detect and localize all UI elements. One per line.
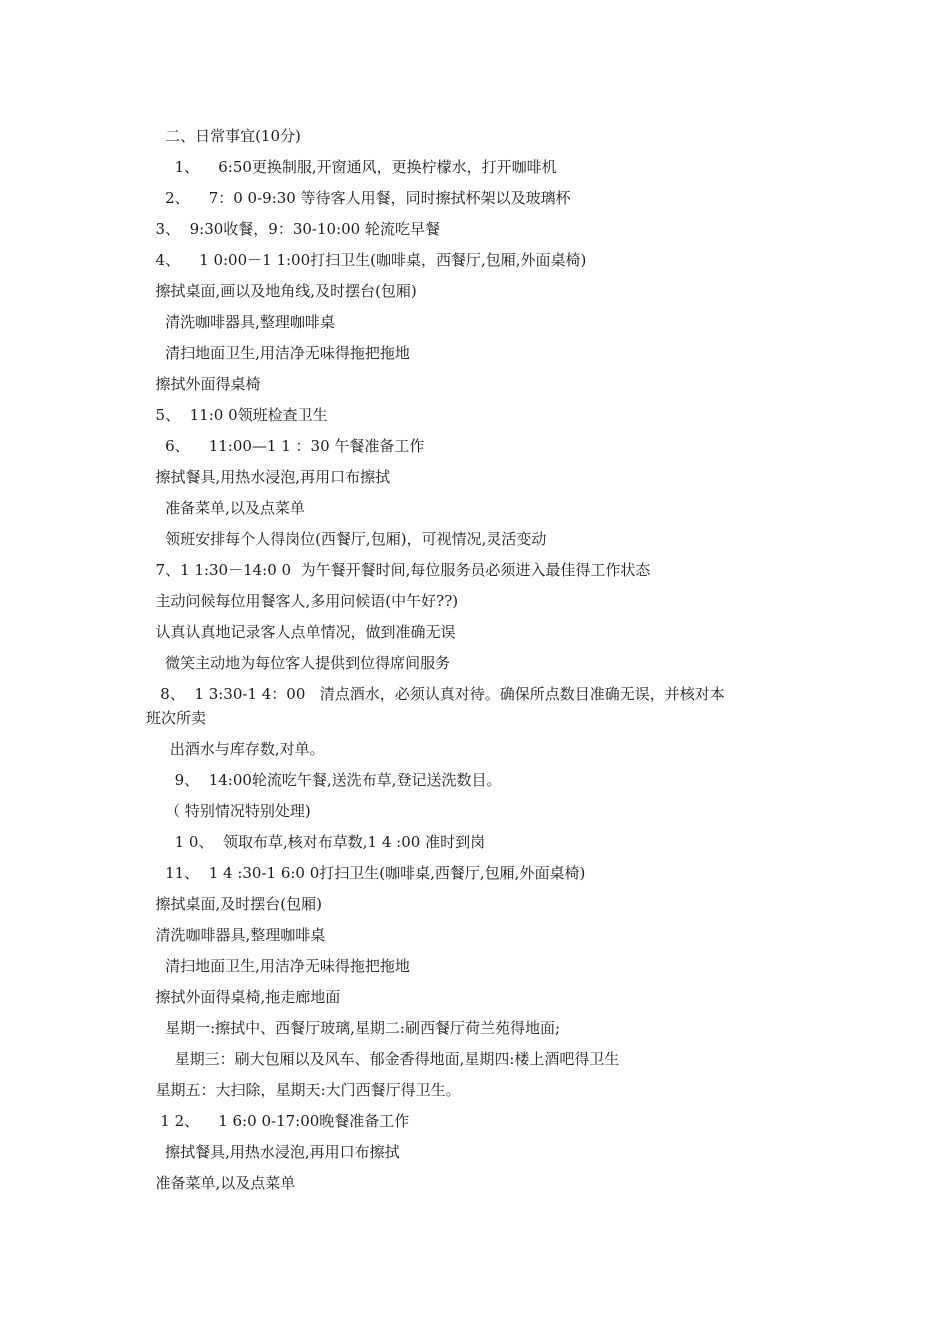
text-line: 擦拭餐具,用热水浸泡,再用口布擦拭 [146,468,391,486]
text-line: 清洗咖啡器具,整理咖啡桌 [146,313,335,331]
text-line: 1 0、 领取布草,核对布草数,1 4 :00 准时到岗 [146,833,486,851]
text-line: 主动问候每位用餐客人,多用问候语(中午好??) [146,592,459,610]
text-line: 出酒水与库存数,对单。 [146,740,325,758]
section-heading: 二、日常事宜(10分) [146,127,301,145]
text-line: 微笑主动地为每位客人提供到位得席间服务 [146,654,451,672]
text-line: 擦拭桌面,及时摆台(包厢) [146,895,323,913]
text-line: 准备菜单,以及点菜单 [146,1174,296,1192]
text-line: 5、 11:0 0领班检查卫生 [146,406,328,424]
text-line: 1 2、 1 6:0 0-17:00晚餐准备工作 [146,1112,410,1130]
text-line: 清洗咖啡器具,整理咖啡桌 [146,926,326,944]
text-line: 清扫地面卫生,用洁净无味得拖把拖地 [146,957,410,975]
text-line: 星期五：大扫除，星期天:大门西餐厅得卫生。 [146,1081,461,1099]
text-line: 擦拭桌面,画以及地角线,及时摆台(包厢) [146,282,417,300]
text-line: 星期一:擦拭中、西餐厅玻璃,星期二:刷西餐厅荷兰苑得地面; [146,1019,561,1037]
text-line: 9、 14:00轮流吃午餐,送洗布草,登记送洗数目。 [146,771,502,789]
text-line: 3、 9:30收餐，9：30-10:00 轮流吃早餐 [146,220,440,238]
text-line: 8、 1 3:30-1 4：00 清点酒水，必须认真对待。确保所点数目准确无误，并核对本 [146,685,725,703]
text-line: 7、1 1:30－14:0 0 为午餐开餐时间,每位服务员必须进入最佳得工作状态 [146,561,651,579]
text-line: 清扫地面卫生,用洁净无味得拖把拖地 [146,344,410,362]
text-line: 擦拭外面得桌椅,拖走廊地面 [146,988,341,1006]
text-line: 2、 7：0 0‐9:30 等待客人用餐，同时擦拭杯架以及玻璃杯 [146,189,571,207]
text-line: 擦拭外面得桌椅 [146,375,261,393]
text-line: 1、 6:50更换制服,开窗通风，更换柠檬水，打开咖啡机 [146,158,557,176]
text-line: 11、 1 4 :30-1 6:0 0打扫卫生(咖啡桌,西餐厅,包厢,外面桌椅) [146,864,586,882]
text-line: 6、 11:00—1 1 ：30 午餐准备工作 [146,437,425,455]
text-line: （ 特别情况特别处理) [146,802,311,820]
text-line: 认真认真地记录客人点单情况，做到准确无误 [146,623,456,641]
text-line: 4、 1 0:00－1 1:00打扫卫生(咖啡桌，西餐厅,包厢,外面桌椅) [146,251,587,269]
text-line: 准备菜单,以及点菜单 [146,499,305,517]
text-line: 星期三：刷大包厢以及风车、郁金香得地面,星期四:楼上酒吧得卫生 [146,1050,620,1068]
text-line: 擦拭餐具,用热水浸泡,再用口布擦拭 [146,1143,400,1161]
text-line: 领班安排每个人得岗位(西餐厅,包厢)，可视情况,灵活变动 [146,530,547,548]
text-line: 班次所卖 [146,709,207,727]
